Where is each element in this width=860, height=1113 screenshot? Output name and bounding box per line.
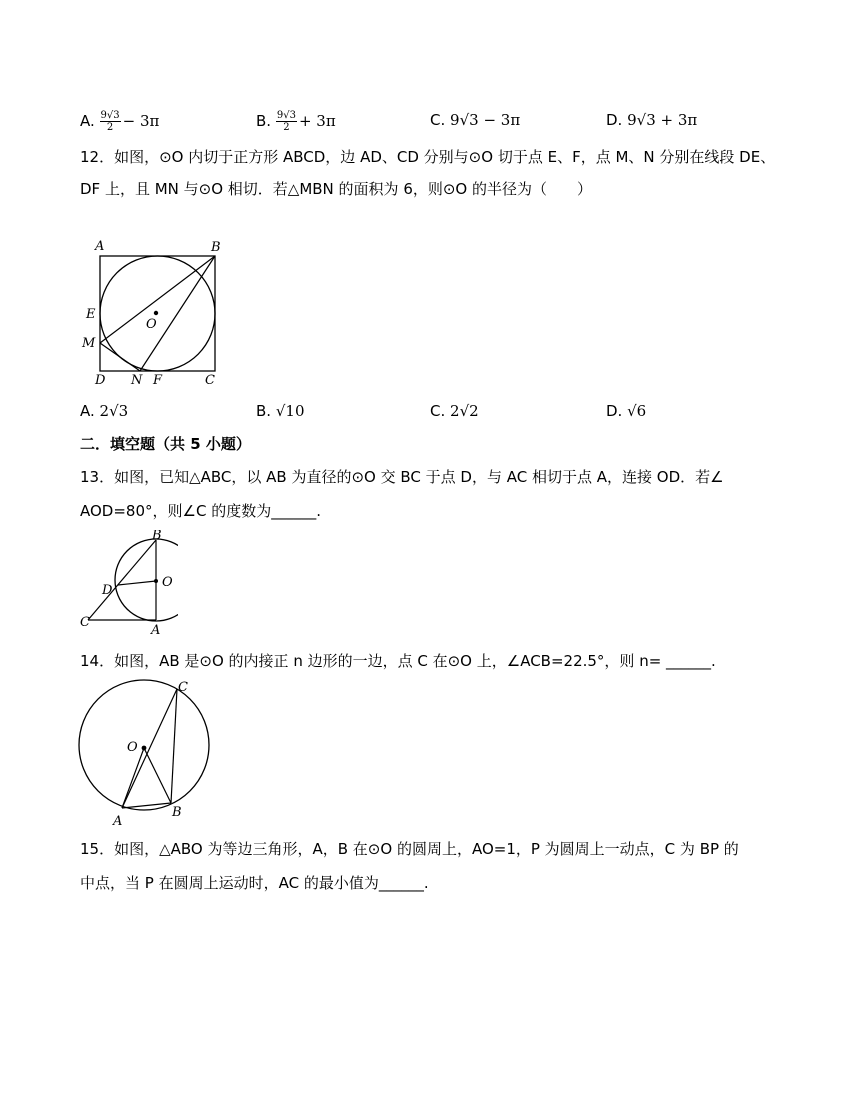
option-c-text: 9√3 − 3π <box>450 111 521 129</box>
fraction-numerator: 9√3 <box>100 110 120 121</box>
label-b: B <box>211 240 221 255</box>
option-label: C. <box>430 402 446 420</box>
option-d-text: √6 <box>627 402 647 420</box>
label-a: A <box>113 814 123 829</box>
label-e: E <box>86 307 96 322</box>
segment-oa <box>122 748 144 808</box>
segment-cb <box>171 689 177 803</box>
label-c: C <box>80 615 90 630</box>
fraction <box>276 110 297 133</box>
fraction-denominator: 2 <box>106 122 114 133</box>
center-point <box>154 579 158 583</box>
q11-option-d <box>606 110 697 130</box>
fraction-numerator: 9√3 <box>276 110 296 121</box>
q12-figure <box>78 238 228 388</box>
q12-option-a <box>80 401 128 421</box>
label-o: O <box>146 317 157 332</box>
segment-od <box>118 581 156 585</box>
center-point <box>142 746 147 751</box>
label-c: C <box>205 373 215 388</box>
q15-line-2: 中点，当 P 在圆周上运动时，AC 的最小值为______. <box>80 874 429 892</box>
option-label: B. <box>256 402 272 420</box>
label-m: M <box>82 336 96 351</box>
q13-line-1: 13．如图，已知△ABC，以 AB 为直径的⊙O 交 BC 于点 D，与 AC 相切于点 A，连接 OD．若∠ <box>80 468 724 486</box>
q13-figure <box>78 530 178 640</box>
q11-option-a <box>80 110 159 133</box>
label-d: D <box>95 373 106 388</box>
label-b: B <box>152 530 162 543</box>
segment-bm <box>100 256 215 343</box>
option-a-text: 2√3 <box>99 402 129 420</box>
label-b: B <box>172 805 182 820</box>
q12-line-1: 12．如图，⊙O 内切于正方形 ABCD，边 AD、CD 分别与⊙O 切于点 E、F，点 M、N 分别在线段 DE、 <box>80 148 776 166</box>
circle-o <box>79 680 209 810</box>
option-label: D. <box>606 111 623 129</box>
q13-line-2: AOD=80°，则∠C 的度数为______. <box>80 502 321 520</box>
label-c: C <box>178 680 188 695</box>
segment-bn <box>140 256 215 371</box>
segment-mn <box>100 343 140 371</box>
q14-line-1: 14．如图，AB 是⊙O 的内接正 n 边形的一边，点 C 在⊙O 上，∠ACB=22.5°，则 n= ______. <box>80 652 716 670</box>
q11-option-c <box>430 110 520 130</box>
q12-option-c <box>430 401 479 421</box>
segment-ob <box>144 748 171 803</box>
label-o: O <box>127 740 138 755</box>
q12-line-2: DF 上，且 MN 与⊙O 相切．若△MBN 的面积为 6，则⊙O 的半径为（ ） <box>80 180 593 198</box>
label-o: O <box>162 575 173 590</box>
q12-option-d <box>606 401 646 421</box>
section-heading: 二．填空题（共 5 小题） <box>80 435 251 453</box>
option-label: C. <box>430 111 446 129</box>
option-label: A. <box>80 112 95 130</box>
option-b-rest: + 3π <box>298 112 336 130</box>
fraction-denominator: 2 <box>283 122 290 133</box>
q14-figure <box>75 677 215 829</box>
label-d: D <box>102 583 113 598</box>
label-a: A <box>95 239 105 254</box>
option-c-text: 2√2 <box>450 402 479 420</box>
option-label: B. <box>256 112 272 130</box>
option-label: D. <box>606 402 623 420</box>
label-n: N <box>131 373 143 388</box>
label-a: A <box>151 623 161 638</box>
label-f: F <box>153 373 163 388</box>
segment-cb <box>88 540 156 620</box>
option-d-text: 9√3 + 3π <box>627 111 698 129</box>
option-a-rest: − 3π <box>122 112 160 130</box>
q15-line-1: 15．如图，△ABO 为等边三角形，A，B 在⊙O 的圆周上，AO=1，P 为圆周上一动点，C 为 BP 的 <box>80 840 739 858</box>
q11-option-b <box>256 110 336 133</box>
fraction <box>100 110 121 133</box>
center-point <box>154 311 158 315</box>
option-label: A. <box>80 402 95 420</box>
q12-option-b <box>256 401 305 421</box>
option-b-text: √10 <box>275 402 305 420</box>
